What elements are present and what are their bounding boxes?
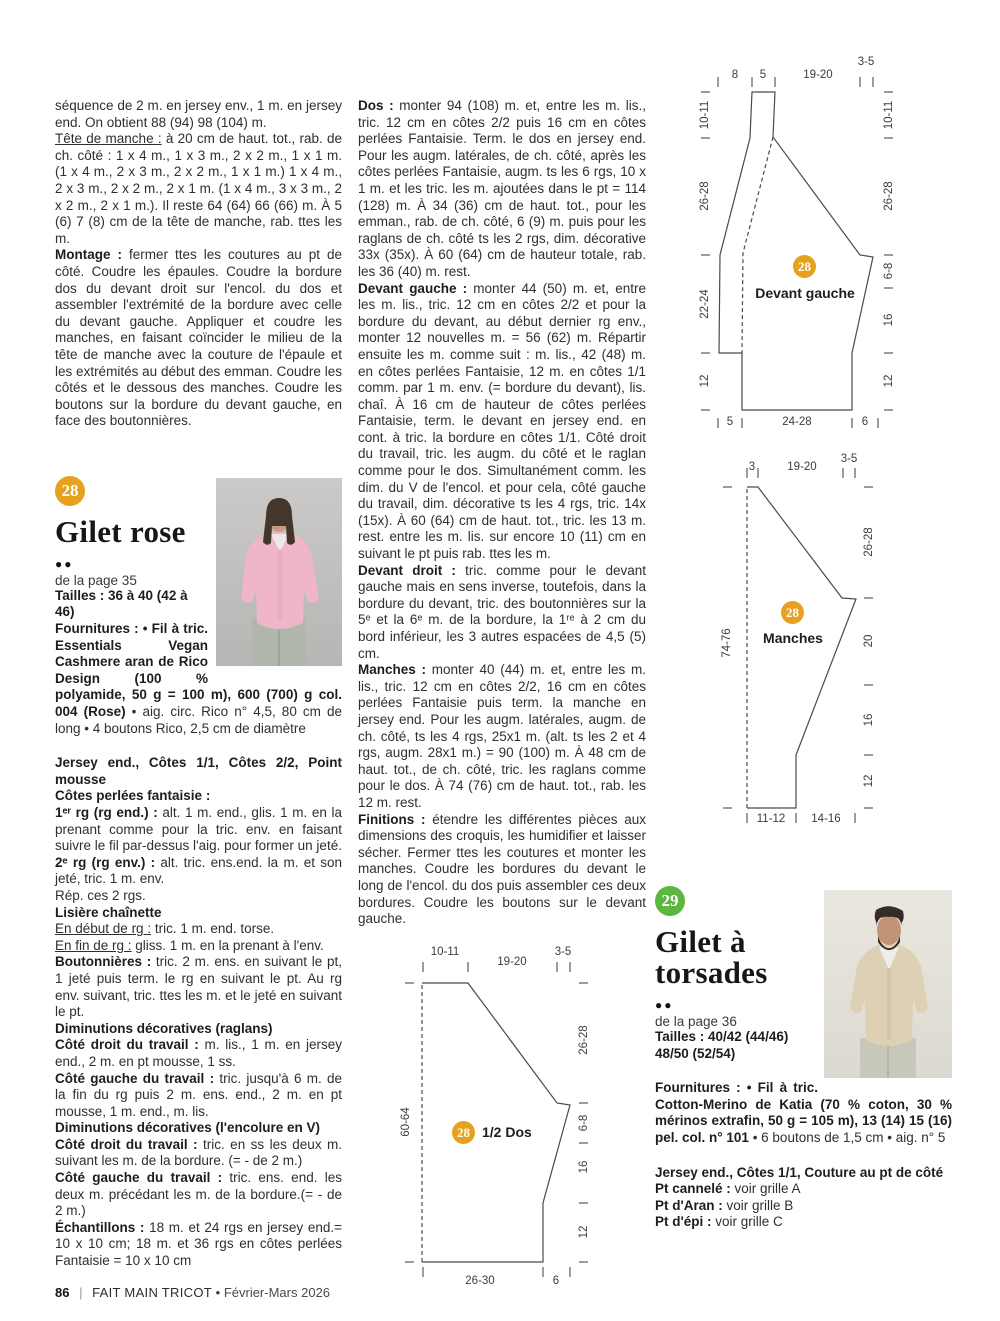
section-29: [655, 886, 952, 1231]
item-rest: monter 94 (108) m. et, entre les m. lis., tric. 12 cm en côtes 2/2 puis 16 cm en côtes perlées Fantaisie. Term. le dos en jersey end. Pour les augm. latérales, de ch. côté, après les côtes perlées Fantaisie, augm. ts les 6 rgs, 10 x 1 m. et les tric. les m. ajoutées dans le pt = 114 (128) m. À 34 (36) cm de haut. tot., pour les emman., rab. de ch. côté, 6 (9) m. puis pour les raglans de ch. côté ts les 2 rgs, dim. décorative 33x (35x). À 60 (64) cm de hauteur totale, rab. les 36 (40) m. rest.: [358, 98, 646, 279]
issue-date: Février-Mars 2026: [223, 1285, 331, 1300]
tete-de-manche-paragraph: [55, 131, 342, 247]
devant-droit-paragraph: [358, 563, 646, 663]
stitches-title-text: Jersey end., Côtes 1/1, Couture au pt de côté: [655, 1164, 944, 1180]
measure-left: 10-11: [699, 100, 711, 130]
item-lead: Manches :: [358, 662, 427, 678]
item-rest: alt. 1 m. end., glis. 1 m. en la prenant comme pour la tric. env. en faisant suivre le fil par-dessus l'aig. pour former un jeté.: [55, 805, 342, 854]
item-rest: 18 m. et 24 rgs en jersey end.= 10 x 10 cm; 18 m. et 36 rgs en côtes perlées Fantaisie = 10 x 10 cm: [55, 1219, 343, 1269]
difficulty-dots: ●●: [55, 556, 74, 571]
measure-bottom: 6: [552, 1275, 560, 1287]
stitches-title-text: Jersey end., Côtes 1/1, Côtes 2/2, Point mousse: [55, 755, 342, 787]
item-lead: 1ᵉʳ rg (rg end.) :: [55, 805, 158, 820]
measure-left: 26-28: [699, 181, 711, 211]
diagram-badge-28: [452, 1121, 475, 1144]
item-lead: 2ᵉ rg (rg env.) :: [55, 854, 156, 870]
fournitures-rest: • 6 boutons de 1,5 cm • aig. n° 5: [748, 1129, 946, 1145]
measure-left: 74-76: [721, 628, 733, 658]
left-column: [55, 98, 342, 1270]
badge-number: 28: [798, 258, 811, 274]
item-rest: tric. ens. end. les deux m. précédant les m. de la bordure.(= - de 2 m.): [55, 1170, 342, 1219]
difficulty-dots: ●●: [655, 998, 674, 1012]
item-rest: tric. 2 m. ens. en suivant le pt, 1 jeté puis term. le rg en suivant le pt. Au rg env. suivant, tric. ttes les m. et le jeté en suivant le pt.: [55, 954, 342, 1020]
montage-rest: fermer ttes les coutures au pt de côté. Coudre les épaules. Coudre la bordure dos du devant droit sur l'encol. du dos et assembler l'extrémité de la bordure avec celle du devant gauche. Appliquer et coudre les manches, en faisant coïncider le milieu de la tête de manche avec la couture de l'épaule et les extrémités au début des emman. Coudre les côtés et le dessous des manches. Coudre les boutons sur la bordure du devant gauche, en face des boutonnières.: [55, 247, 342, 429]
pattern-item: [55, 855, 342, 888]
measure-bottom: 5: [726, 416, 734, 428]
button-band: [278, 550, 282, 620]
magazine-name: FAIT MAIN TRICOT: [92, 1285, 212, 1300]
measure-right: 26-28: [578, 1025, 590, 1055]
measure-right: 6-8: [578, 1114, 590, 1132]
button-band: [887, 968, 891, 1040]
grille-rest: voir grille C: [711, 1214, 783, 1230]
item-rest: m. lis., 1 m. en jersey end., 2 m. en pt mousse, 1 ss.: [55, 1037, 342, 1069]
tete-lead: Tête de manche :: [55, 131, 162, 147]
measure-bottom: 24-28: [782, 416, 812, 428]
devant-gauche-paragraph: [358, 281, 646, 563]
measure-left: 60-64: [400, 1107, 412, 1137]
tailles-text: 48/50 (52/54): [655, 1045, 736, 1061]
measure-right: 26-28: [883, 181, 895, 211]
badge-number: 28: [457, 1124, 470, 1140]
middle-column: [358, 98, 646, 928]
grille-line: [655, 1198, 952, 1215]
tete-rest: à 20 cm de haut. tot., rab. de ch. côté : 1 x 4 m., 1 x 3 m., 2 x 2 m., 1 x 1 m. (1 x 4 m., 2 x 3 m., 2 x 2 m., 1 x 1 m.) 1 x 4 m., 2 x 3 m., 2 x 2 m., 2 x 1 m. (1 x 4 m., 3 x 3 m., 2 x 2 m., 2 x 1 m.). Il reste 64 (64) 66 (66) m. À 5 (6) 7 (8) cm de la tête de manche, rab. ttes les m.: [55, 131, 343, 246]
pattern-item: [55, 1071, 342, 1121]
schematic-devant-gauche: [660, 55, 950, 440]
item-rest: étendre les différentes pièces aux dimensions des croquis, les humidifier et laisser sécher. Fermer ttes les coutures et monter les manches. Coudre les bordures du devant le long de l'encol. du dos puis assembler ces deux bordures. Coudre les boutons sur le devant gauche.: [358, 811, 646, 927]
measure-right: 12: [578, 1225, 590, 1239]
photo-pink-cardigan-model: [216, 478, 342, 666]
pattern-item: [55, 954, 342, 1020]
pattern-item: [55, 1220, 342, 1270]
item-rest: tric. 1 m. end. torse.: [151, 921, 275, 937]
fournitures-bold: Fournitures : • Fil à tric. Cotton-Merino de Katia (70 % coton, 30 % mérinos extrafin, 50 g = 105 m), 13 (14) 15 (16) pel. col. n° 101: [655, 1080, 952, 1145]
grille-lead: Pt cannelé :: [655, 1181, 731, 1197]
item-lead: Côté gauche du travail :: [55, 1070, 215, 1086]
schematic-demi-dos: [390, 945, 600, 1295]
measure-right: 16: [863, 713, 875, 727]
badge-number: 28: [786, 604, 799, 620]
item-lead: Dos :: [358, 98, 394, 113]
item-lead: Diminutions décoratives (l'encolure en V): [55, 1120, 321, 1136]
item-lead: Lisière chaînette: [55, 904, 162, 920]
page-footer: [55, 1285, 330, 1300]
section-28: [55, 476, 342, 1270]
pattern-badge-29: [655, 886, 685, 916]
measure-top: 19-20: [803, 69, 833, 81]
title-line2: torsades: [655, 955, 768, 990]
grille-line: [655, 1181, 952, 1198]
piece-label-manches: Manches: [763, 630, 823, 646]
measure-right: 12: [883, 374, 895, 388]
fournitures-bold: Fournitures : • Fil à tric. Essentials Vegan Cashmere aran de Rico Design (100 % polyamide, 50 g = 100 m), 600 (700) g col. 004 (Rose): [55, 621, 342, 720]
measure-right: 26-28: [863, 527, 875, 557]
measure-top-small: 3-5: [554, 946, 572, 958]
intro-text: séquence de 2 m. en jersey env., 1 m. en jersey end. On obtient 88 (94) 98 (104) m.: [55, 98, 342, 130]
face: [877, 915, 901, 945]
item-lead: Devant gauche :: [358, 280, 468, 296]
measure-left: 12: [699, 374, 711, 388]
tailles-text: Tailles : 40/42 (44/46): [655, 1029, 789, 1044]
pattern-item: [55, 1170, 342, 1220]
item-lead: Côté droit du travail :: [55, 1037, 199, 1053]
title-line1: Gilet à: [655, 924, 746, 959]
item-rest: gliss. 1 m. en la prenant à l'env.: [131, 937, 324, 953]
measure-bottom: 14-16: [811, 813, 841, 825]
montage-paragraph: [55, 247, 342, 430]
manches-paragraph: [358, 662, 646, 811]
item-lead: Diminutions décoratives (raglans): [55, 1020, 273, 1036]
badge-number: 29: [661, 891, 679, 910]
pattern-item: [55, 788, 342, 805]
item-rest: Rép. ces 2 rgs.: [55, 887, 146, 903]
measure-top-small: 10-11: [430, 946, 460, 958]
measure-top-small: 3-5: [840, 453, 858, 465]
page-reference: de la page 35: [55, 572, 137, 588]
grille-lead: Pt d'épi :: [655, 1214, 712, 1230]
item-lead: Devant droit :: [358, 562, 456, 578]
measure-right: 6-8: [883, 262, 895, 280]
item-rest: monter 40 (44) m. et, entre les m. lis., tric. 12 cm en côtes 2/2, 16 cm en côtes perlées Fantaisie puis term. la manche en jersey end. Pour les augm. latérales, augm. de ch. côté, ts les 4 rgs, 25x1 m. (alt. ts les 2 et 4 rgs, augm. 28x1 m.) = 90 (100) m. À 48 cm de haut. tot., de ch. côté, tric. les raglans comme pour le dos. À 74 (76) cm de haut. tot., rab. les 12 m. rest.: [358, 662, 646, 810]
item-lead: Échantillons :: [55, 1219, 145, 1235]
fournitures-rest: • aig. circ. Rico n° 4,5, 80 cm de long • 4 boutons Rico, 2,5 cm de diamètre: [55, 704, 342, 736]
measure-right: 12: [863, 774, 875, 788]
page-number: 86: [55, 1285, 70, 1300]
diagram-badge-28: [793, 255, 816, 278]
item-rest: alt. tric. ens.end. la m. et son jeté, tric. 1 m. env.: [55, 854, 342, 887]
measure-top-small: 3-5: [857, 56, 875, 68]
measure-right: 10-11: [883, 100, 895, 130]
measure-left: 22-24: [699, 289, 711, 319]
page-reference: de la page 36: [655, 1014, 737, 1029]
pattern-badge-28: [55, 476, 85, 506]
dos-paragraph: [358, 98, 646, 281]
pattern-item: [55, 938, 342, 955]
pattern-item: [55, 1137, 342, 1170]
item-lead: Côtes perlées fantaisie :: [55, 788, 211, 804]
pattern-item: [55, 805, 342, 855]
item-lead: Côté gauche du travail :: [55, 1170, 223, 1186]
item-lead: Finitions :: [358, 811, 426, 827]
item-lead: En fin de rg :: [55, 937, 132, 953]
photo-beige-cardigan-model: [824, 890, 952, 1078]
grille-line: [655, 1214, 952, 1231]
pattern-item: [55, 888, 342, 905]
measure-top: 8: [731, 69, 739, 81]
pattern-item: [55, 1037, 342, 1070]
item-lead: Côté droit du travail :: [55, 1136, 198, 1152]
intro-paragraph: [55, 98, 342, 131]
footer-bullet: •: [215, 1285, 221, 1300]
measure-top: 19-20: [497, 956, 527, 968]
measure-top: 5: [759, 69, 767, 81]
measure-bottom: 26-30: [465, 1275, 495, 1287]
pattern-item: [55, 905, 342, 922]
schematic-manches: [690, 455, 950, 835]
finitions-paragraph: [358, 812, 646, 928]
item-rest: monter 44 (50) m. et, entre les m. lis., tric. 12 cm en côtes 2/2 et pour la bordure du devant, au début dernier rg env., monter 12 nouvelles m. = 56 (62) m. Répartir ensuite les m. comme suit : m. lis., 42 (48) m. en côtes perlées Fantaisie, 12 m. en côtes 1/1 comm. par 1 m. env. (= bordure du devant), lis. chaî. À 16 cm de hauteur de côtes perlées Fantaisie, term. le devant en jersey end. en cont. à tric. la bordure en côtes 1/1. Côté droit du travail, tric. les augm. du côté et le raglan comme pour le dos. Simultanément comm. les dim. du V de l'encol. et pour cela, côté gauche du travail, dim. décorative ts les 4 rgs, tric. 14x (15x). À 60 (64) cm de haut. tot., tric. les 13 m. rest. entre les m. lis. sur encore 10 (11) cm en suivant le pt puis rab. ttes les m.: [358, 280, 646, 562]
item-rest: tric. jusqu'à 6 m. de la fin du rg puis 2 m. ens. end., 2 m. en pt mousse, 1 m. end., m. lis.: [55, 1070, 343, 1119]
piece-label-demi-dos: 1/2 Dos: [482, 1124, 532, 1140]
measure-bottom: 6: [861, 416, 869, 428]
diagram-badge-28: [781, 601, 804, 624]
schematic-outline: [390, 945, 600, 1295]
measure-top: 19-20: [787, 461, 817, 473]
measure-top: 3: [748, 461, 756, 473]
pattern-item: [55, 1120, 342, 1137]
footer-separator: |: [79, 1285, 83, 1300]
tailles-text: Tailles : 36 à 40 (42 à 46): [55, 587, 188, 620]
grille-lead: Pt d'Aran :: [655, 1197, 723, 1213]
grille-rest: voir grille A: [730, 1181, 801, 1197]
stitches-title: [55, 755, 342, 788]
measure-right: 16: [883, 313, 895, 327]
stitches-title: [655, 1165, 952, 1182]
pattern-item: [55, 1021, 342, 1038]
piece-label-devant-gauche: Devant gauche: [755, 285, 855, 301]
pattern-item: [55, 921, 342, 938]
grille-rest: voir grille B: [722, 1197, 794, 1213]
measure-right: 16: [578, 1160, 590, 1174]
item-lead: Boutonnières :: [55, 954, 152, 970]
item-rest: tric. comme pour le devant gauche mais en sens inverse, toutefois, dans la bordure du devant, tric. des boutonnières sur la 5ᵉ et la 6ᵉ m. de la bordure, la 1ʳᵉ à 2 cm du bord inférieur, les 3 autres espacées de 4,5 (5) cm.: [358, 562, 646, 661]
montage-lead: Montage :: [55, 247, 122, 263]
pattern-title-gilet-rose: Gilet rose: [55, 513, 186, 549]
measure-right: 20: [863, 634, 875, 648]
badge-number: 28: [61, 480, 79, 500]
item-rest: tric. en ss les deux m. suivant les m. de la bordure. (= - de 2 m.): [55, 1136, 343, 1169]
item-lead: En début de rg :: [55, 921, 152, 937]
fournitures-paragraph: [655, 1080, 952, 1146]
measure-bottom: 11-12: [756, 813, 786, 825]
